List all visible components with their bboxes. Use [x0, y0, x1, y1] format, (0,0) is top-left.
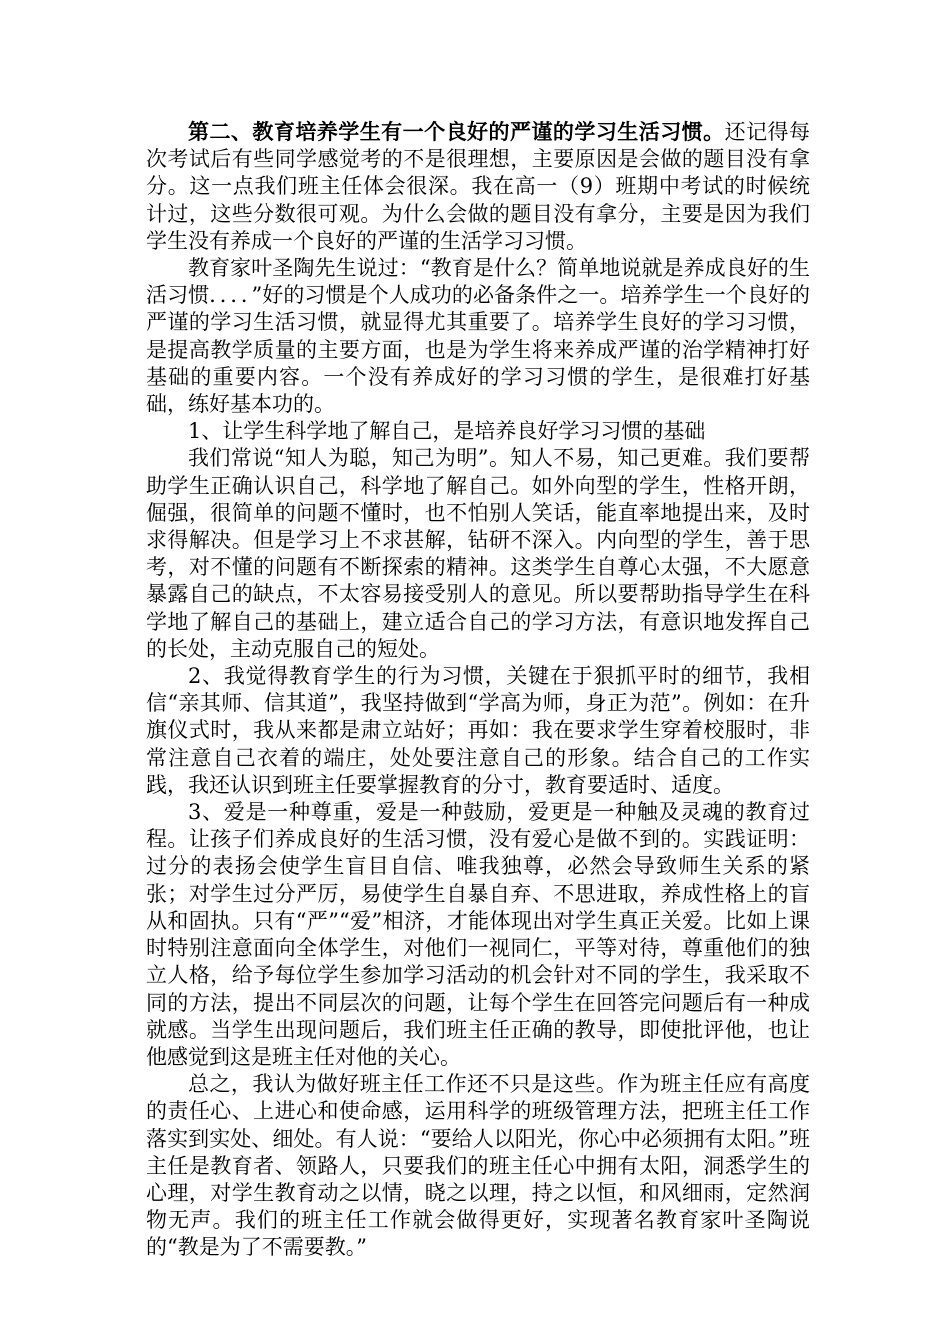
paragraph-text: 3、爱是一种尊重，爱是一种鼓励，爱更是一种触及灵魂的教育过程。让孩子们养成良好的生活习惯，没有爱心是做不到的。实践证明：过分的表扬会使学生盲目自信、唯我独尊，必然会导致师生关系的紧张；对学生过分严厉，易使学生自暴自弃、不思进取，养成性格上的盲从和固执。只有“严”“爱”相济，才能体现出对学生真正关爱。比如上课时特别注意面向全体学生，对他们一视同仁，平等对待，尊重他们的独立人格，给予每位学生参加学习活动的机会针对不同的学生，我采取不同的方法，提出不同层次的问题，让每个学生在回答完问题后有一种成就感。当学生出现问题后，我们班主任正确的教导，即使批评他，也让他感觉到这是班主任对他的关心。 [146, 800, 810, 1069]
paragraph-know-yourself [146, 445, 810, 663]
paragraph-text: 教育家叶圣陶先生说过：“教育是什么？简单地说就是养成良好的生活习惯．．．．”好的习惯是个人成功的必备条件之一。培养学生一个良好的严谨的学习生活习惯，就显得尤其重要了。培养学生良好的学习习惯，是提高教学质量的主要方面，也是为学生将来养成严谨的治学精神打好基础的重要内容。一个没有养成好的学习习惯的学生，是很难打好基础，练好基本功的。 [146, 256, 810, 417]
paragraph-text: 1、让学生科学地了解自己，是培养良好学习习惯的基础 [188, 419, 706, 444]
paragraph-text: 还记得每次考试后有些同学感觉考的不是很理想，主要原因是会做的题目没有拿分。这一点我们班主任体会很深。我在高一（9）班期中考试的时候统计过，这些分数很可观。为什么会做的题目没有拿分，主要是因为我们学生没有养成一个良好的严谨的生活学习习惯。 [146, 120, 811, 253]
paragraph-text: 总之，我认为做好班主任工作还不只是这些。作为班主任应有高度的责任心、上进心和使命感，运用科学的班级管理方法，把班主任工作落实到实处、细处。有人说：“要给人以阳光，你心中必须拥有太阳。”班主任是教育者、领路人，只要我们的班主任心中拥有太阳，洞悉学生的心理，对学生教育动之以情，晓之以理，持之以恒，和风细雨，定然润物无声。我们的班主任工作就会做得更好，实现著名教育家叶圣陶说的“教是为了不需要教。” [146, 1072, 810, 1260]
paragraph-habits-intro [146, 118, 810, 255]
paragraph-point-2 [146, 663, 810, 799]
paragraph-heading: 第二、教育培养学生有一个良好的严谨的学习生活习惯。 [188, 119, 725, 144]
paragraph-conclusion [146, 1071, 810, 1261]
paragraph-text: 我们常说“知人为聪，知己为明”。知人不易，知己更难。我们要帮助学生正确认识自己，科学地了解自己。如外向型的学生，性格开朗，倔强，很简单的问题不懂时，也不怕别人笑话，能直率地提出来，及时求得解决。但是学习上不求甚解，钻研不深入。内向型的学生，善于思考，对不懂的问题有不断探索的精神。这类学生自尊心太强，不大愿意暴露自己的缺点，不太容易接受别人的意见。所以要帮助指导学生在科学地了解自己的基础上，建立适合自己的学习方法，有意识地发挥自己的长处，主动克服自己的短处。 [146, 446, 810, 661]
document-page [146, 118, 810, 1262]
paragraph-ye-shengtao-quote [146, 255, 810, 418]
paragraph-point-1-heading [146, 418, 810, 445]
paragraph-point-3 [146, 799, 810, 1071]
paragraph-text: 2、我觉得教育学生的行为习惯，关键在于狠抓平时的细节，我相信“亲其师、信其道”，我坚持做到“学高为师，身正为范”。例如：在升旗仪式时，我从来都是肃立站好；再如：我在要求学生穿着校服时，非常注意自己衣着的端庄，处处要注意自己的形象。结合自己的工作实践，我还认识到班主任要掌握教育的分寸，教育要适时、适度。 [146, 664, 810, 797]
